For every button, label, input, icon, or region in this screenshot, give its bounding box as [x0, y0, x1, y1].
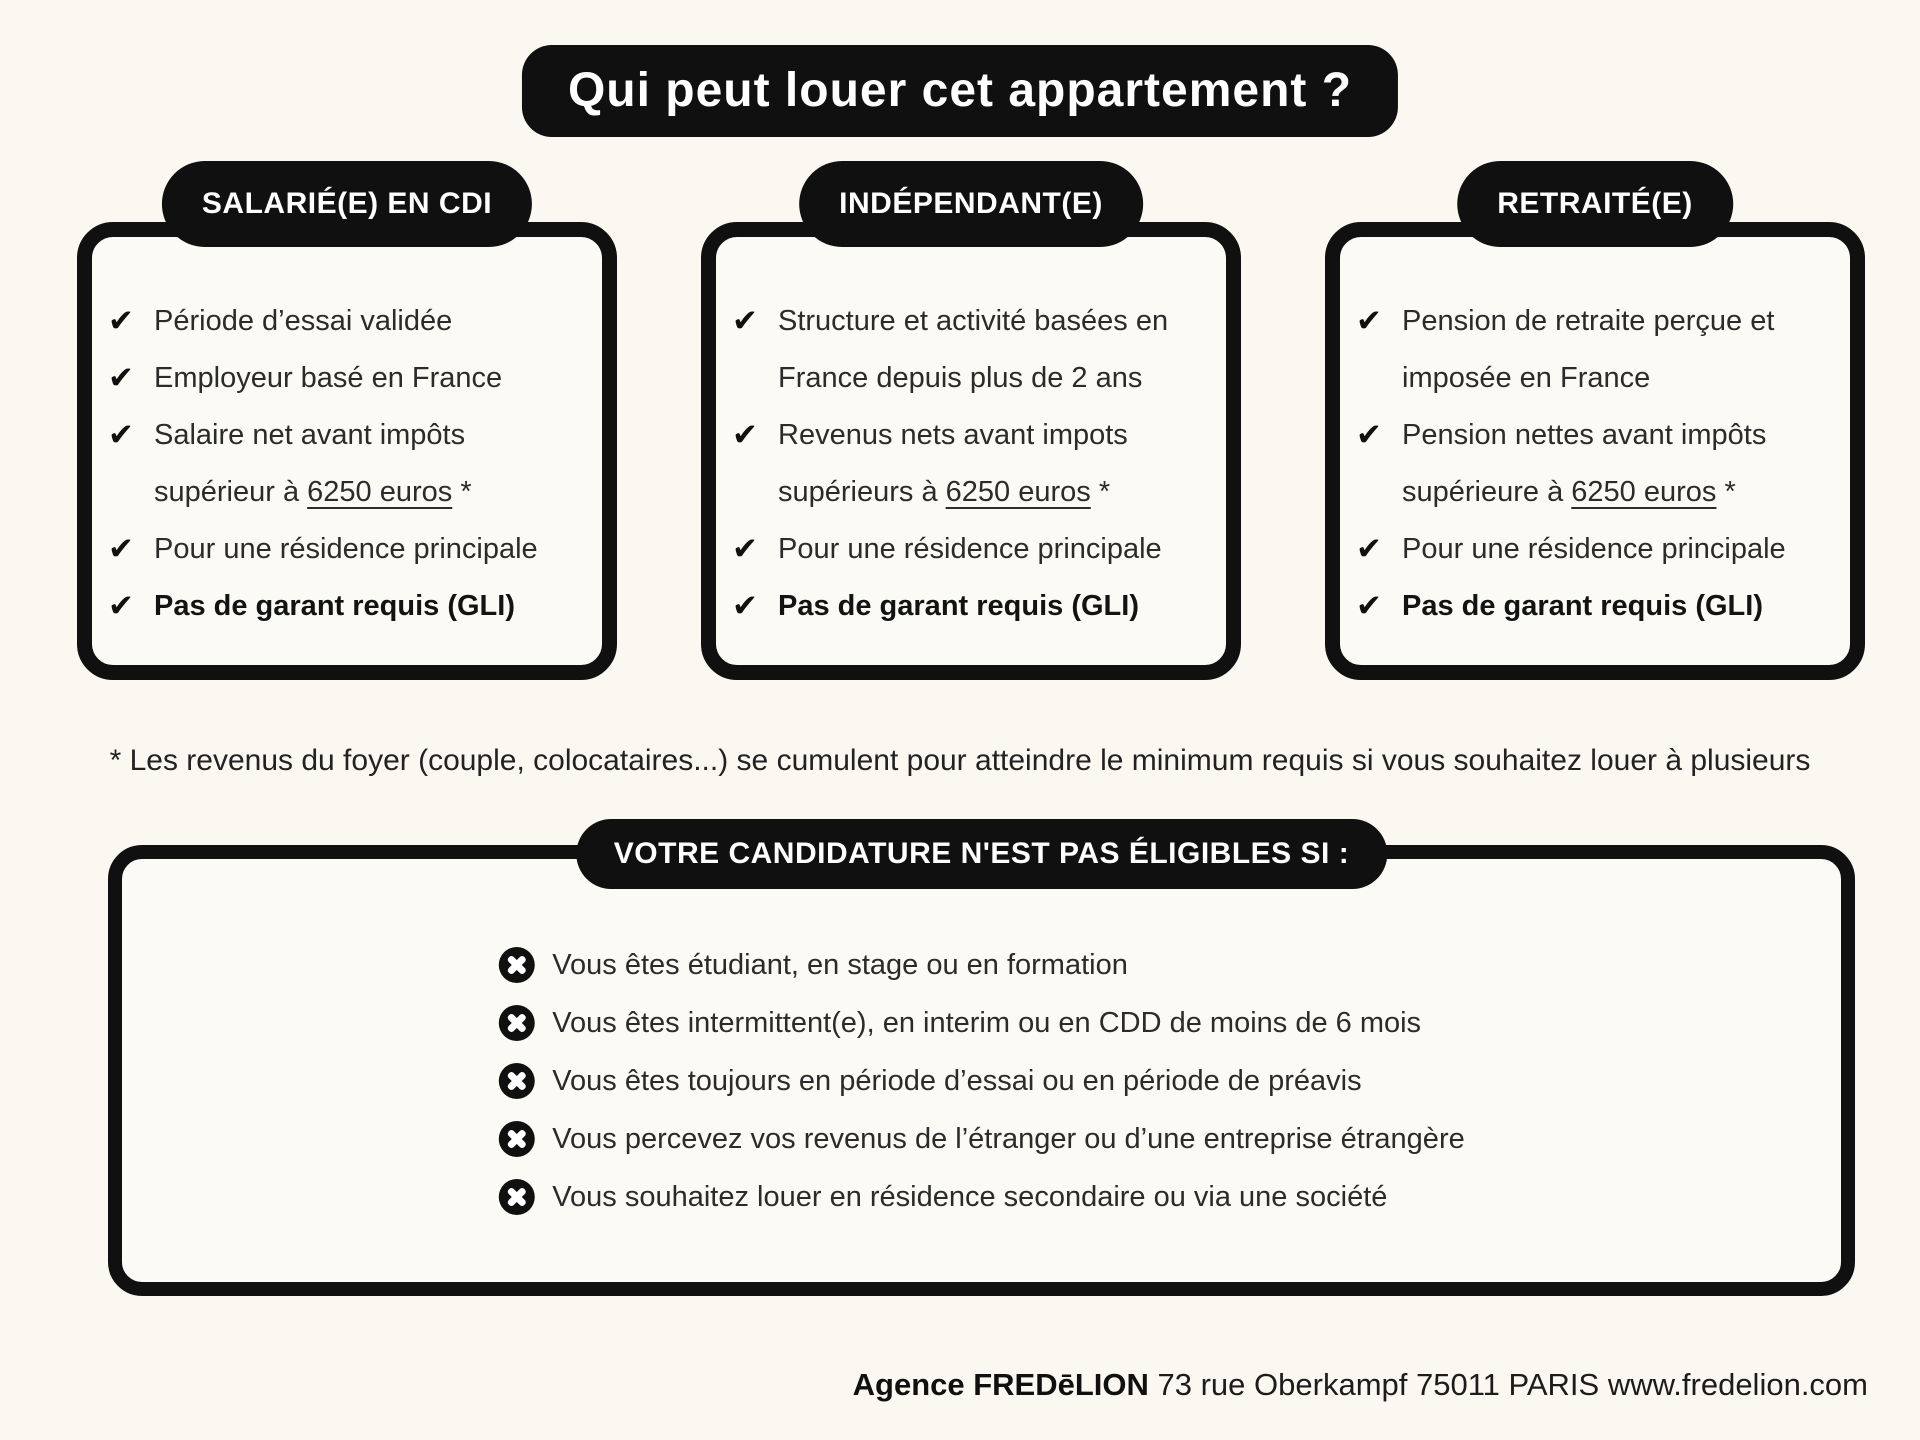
criterion-text: Pour une résidence principale — [778, 533, 1162, 565]
eligibility-card-retraite — [1325, 187, 1865, 680]
check-icon: ✔ — [108, 303, 134, 339]
ineligibility-box — [108, 837, 1855, 1296]
ineligibility-text: Vous souhaitez louer en résidence secondaire ou via une société — [552, 1181, 1388, 1213]
ineligibility-item — [498, 1052, 1464, 1110]
ineligibility-item — [498, 1168, 1464, 1226]
check-icon: ✔ — [108, 531, 134, 567]
income-footnote: * Les revenus du foyer (couple, colocataires...) se cumulent pour atteindre le minimum requis si vous souhaitez louer à plusieurs — [109, 744, 1811, 777]
cross-icon — [498, 1179, 534, 1215]
card-label: SALARIÉ(E) EN CDI — [162, 161, 532, 247]
criterion-text: Pour une résidence principale — [1402, 533, 1786, 565]
criterion-item — [108, 407, 594, 521]
criterion-item — [108, 521, 594, 578]
check-icon: ✔ — [1356, 588, 1382, 624]
agency-footer — [853, 1367, 1868, 1403]
criterion-item — [108, 578, 594, 635]
criterion-text: Pension de retraite perçue et imposée en France — [1402, 305, 1775, 394]
criterion-text: Employeur basé en France — [154, 362, 503, 394]
criterion-text: Revenus nets avant impots supérieurs à 6250 euros * — [778, 419, 1128, 508]
cross-icon — [498, 1121, 534, 1157]
check-icon: ✔ — [108, 417, 134, 453]
criterion-text: Structure et activité basées en France depuis plus de 2 ans — [778, 305, 1169, 394]
criterion-item — [1356, 521, 1842, 578]
criterion-text: Pension nettes avant impôts supérieure à 6250 euros * — [1402, 419, 1767, 508]
criterion-item — [1356, 293, 1842, 407]
criterion-item — [732, 578, 1218, 635]
card-label: RETRAITÉ(E) — [1457, 161, 1733, 247]
card-criteria-list — [1340, 237, 1850, 635]
eligibility-card-salarie-en-cdi — [77, 187, 617, 680]
check-icon: ✔ — [1356, 531, 1382, 567]
check-icon: ✔ — [732, 588, 758, 624]
eligibility-card-independant — [701, 187, 1241, 680]
eligibility-cards — [77, 187, 1865, 680]
check-icon: ✔ — [108, 360, 134, 396]
ineligibility-text: Vous êtes intermittent(e), en interim ou en CDD de moins de 6 mois — [552, 1007, 1422, 1039]
check-icon: ✔ — [108, 588, 134, 624]
criterion-item — [108, 350, 594, 407]
criterion-text: Pas de garant requis (GLI) — [154, 590, 515, 622]
cross-icon — [498, 1005, 534, 1041]
page-title: Qui peut louer cet appartement ? — [522, 45, 1398, 137]
criterion-item — [732, 407, 1218, 521]
ineligibility-item — [498, 994, 1464, 1052]
ineligibility-title: VOTRE CANDIDATURE N'EST PAS ÉLIGIBLES SI : — [576, 819, 1387, 889]
ineligibility-text: Vous êtes toujours en période d’essai ou en période de préavis — [552, 1065, 1362, 1097]
check-icon: ✔ — [732, 417, 758, 453]
ineligibility-list — [498, 936, 1464, 1226]
criterion-item — [732, 521, 1218, 578]
criterion-item — [108, 293, 594, 350]
ineligibility-text: Vous êtes étudiant, en stage ou en formation — [552, 949, 1128, 981]
card-criteria-list — [92, 237, 602, 635]
check-icon: ✔ — [732, 531, 758, 567]
criterion-item — [1356, 578, 1842, 635]
criterion-text: Période d’essai validée — [154, 305, 453, 337]
criterion-text: Pas de garant requis (GLI) — [778, 590, 1139, 622]
criterion-text: Pour une résidence principale — [154, 533, 538, 565]
criterion-item — [732, 293, 1218, 407]
ineligibility-text: Vous percevez vos revenus de l’étranger ou d’une entreprise étrangère — [552, 1123, 1465, 1155]
check-icon: ✔ — [732, 303, 758, 339]
check-icon: ✔ — [1356, 303, 1382, 339]
check-icon: ✔ — [1356, 417, 1382, 453]
cross-icon — [498, 1063, 534, 1099]
agency-address: 73 rue Oberkampf 75011 PARIS www.fredelion.com — [1148, 1367, 1868, 1402]
card-label: INDÉPENDANT(E) — [799, 161, 1143, 247]
ineligibility-item — [498, 936, 1464, 994]
criterion-text: Salaire net avant impôts supérieur à 6250 euros * — [154, 419, 472, 508]
card-criteria-list — [716, 237, 1226, 635]
criterion-text: Pas de garant requis (GLI) — [1402, 590, 1763, 622]
criterion-item — [1356, 407, 1842, 521]
cross-icon — [498, 947, 534, 983]
agency-name: Agence FREDēLION — [852, 1367, 1149, 1402]
ineligibility-item — [498, 1110, 1464, 1168]
